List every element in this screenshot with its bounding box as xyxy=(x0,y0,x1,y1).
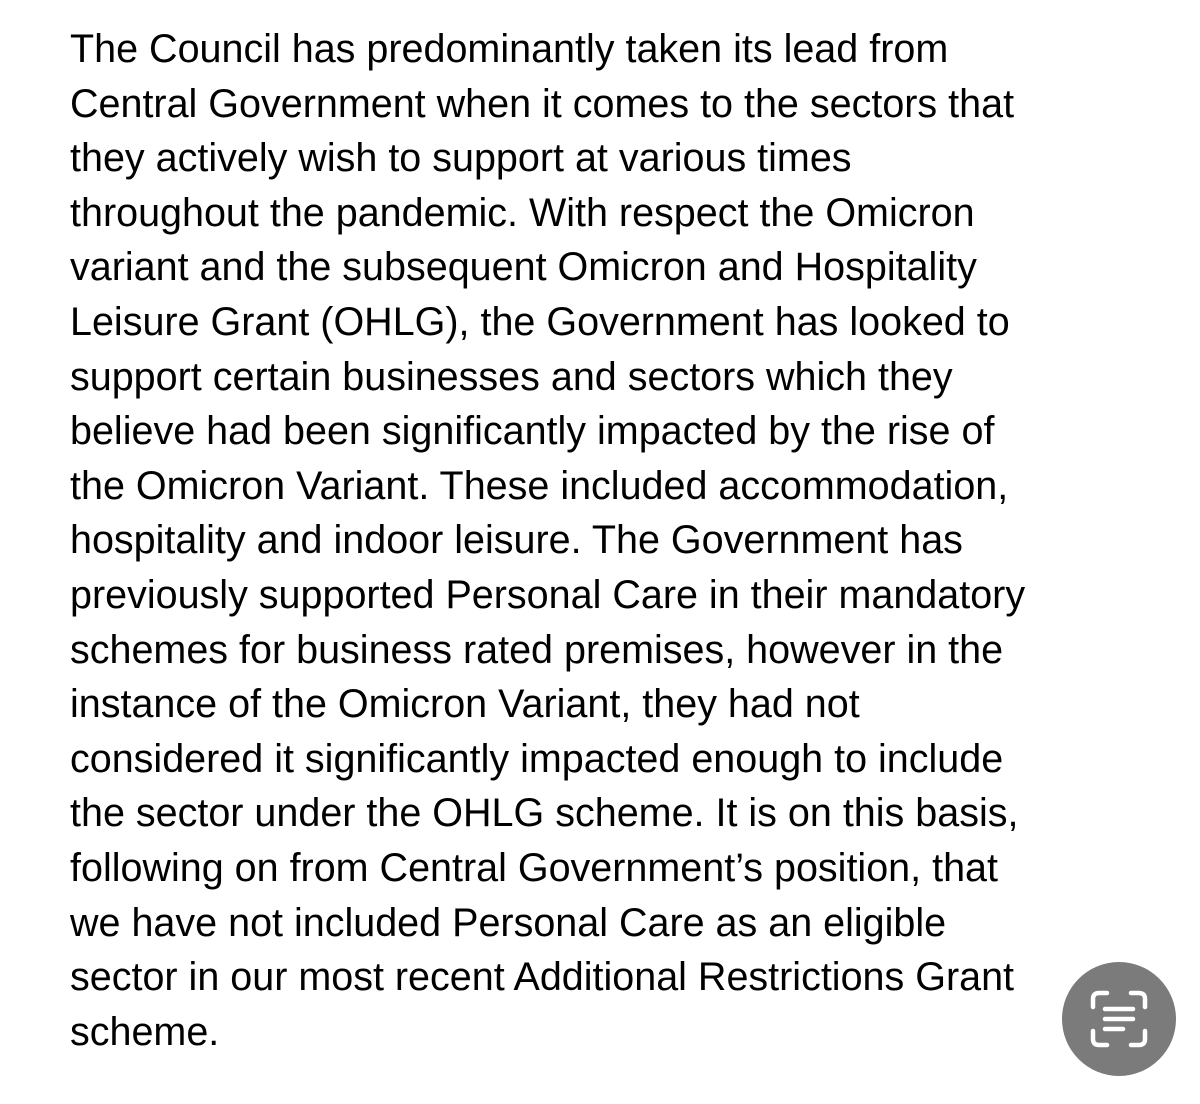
text-line: the Omicron Variant. These included accommodation, xyxy=(70,463,1009,508)
text-line: Leisure Grant (OHLG), the Government has looked to xyxy=(70,299,1010,344)
document-paragraph xyxy=(70,22,1170,1059)
text-line: we have not included Personal Care as an eligible xyxy=(70,900,947,945)
text-line: considered it significantly impacted enough to include xyxy=(70,736,1004,781)
text-line: variant and the subsequent Omicron and Hospitality xyxy=(70,245,977,290)
text-line: schemes for business rated premises, however in the xyxy=(70,627,1004,672)
text-line: sector in our most recent Additional Restrictions Grant xyxy=(70,955,1015,1000)
text-line: support certain businesses and sectors which they xyxy=(70,354,953,399)
text-line: following on from Central Government’s position, that xyxy=(70,845,998,890)
text-line: hospitality and indoor leisure. The Government has xyxy=(70,518,963,563)
text-line: the sector under the OHLG scheme. It is on this basis, xyxy=(70,791,1019,836)
text-line: The Council has predominantly taken its lead from xyxy=(70,27,949,71)
live-text-icon xyxy=(1087,987,1151,1051)
text-line: scheme. xyxy=(70,1009,220,1054)
text-line: believe had been significantly impacted by the rise of xyxy=(70,409,995,454)
text-line: they actively wish to support at various times xyxy=(70,136,852,181)
text-line: previously supported Personal Care in their mandatory xyxy=(70,572,1026,617)
text-line: Central Government when it comes to the sectors that xyxy=(70,81,1015,126)
live-text-button[interactable] xyxy=(1062,962,1176,1076)
text-line: throughout the pandemic. With respect the Omicron xyxy=(70,190,975,235)
text-line: instance of the Omicron Variant, they had not xyxy=(70,682,860,727)
